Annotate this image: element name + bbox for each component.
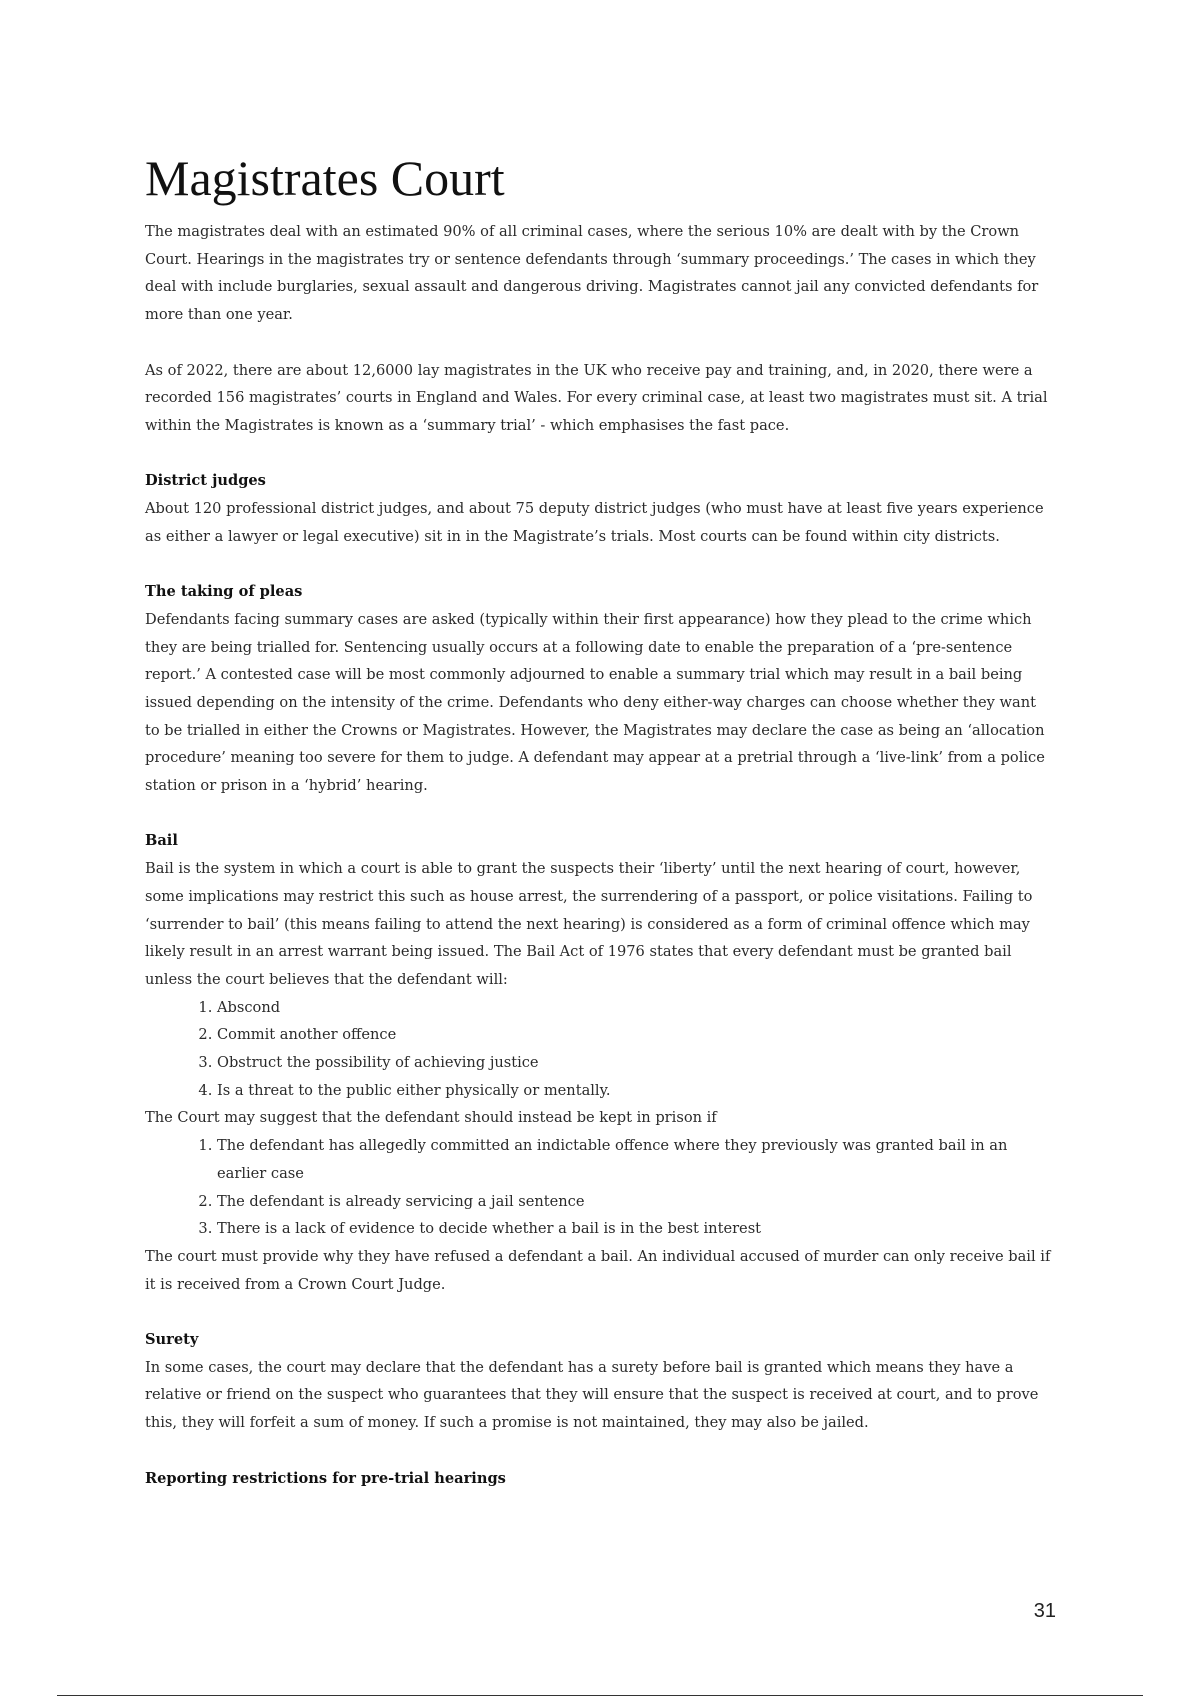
- footer-divider: [57, 1695, 1143, 1696]
- prison-conditions-list: [145, 1132, 1055, 1243]
- section-surety: [145, 1326, 1055, 1437]
- intro-paragraph-1: The magistrates deal with an estimated 90% of all criminal cases, where the serious 10% are dealt with by the Crown Court. Hearings in the magistrates try or sentence defendants through ‘summary proceedings.’ The cases in which they deal with include burglaries, sexual assault and dangerous driving. Magistrates cannot jail any convicted defendants for more than one year.: [145, 223, 1039, 324]
- page-title: Magistrates Court: [145, 150, 505, 206]
- list-item: 2. Commit another offence: [217, 1021, 1055, 1049]
- section-taking-of-pleas: [145, 578, 1055, 800]
- list-item: 1. Abscond: [217, 994, 1055, 1022]
- bail-conditions-list: [145, 994, 1055, 1105]
- intro-paragraph-2: As of 2022, there are about 12,6000 lay magistrates in the UK who receive pay and training, and, in 2020, there were a recorded 156 magistrates’ courts in England and Wales. For every criminal case, at least two magistrates must sit. A trial within the Magistrates is known as a ‘summary trial’ - which emphasises the fast pace.: [145, 361, 1048, 434]
- surety-paragraph: In some cases, the court may declare that the defendant has a surety before bail is granted which means they have a relative or friend on the suspect who guarantees that they will ensure that the suspect is received at court, and to prove this, they will forfeit a sum of money. If such a promise is not maintained, they may also be jailed.: [145, 1358, 1039, 1432]
- list-item: 3. There is a lack of evidence to decide whether a bail is in the best interest: [217, 1215, 1055, 1243]
- section-heading-bail: Bail: [145, 832, 178, 850]
- list-item: 3. Obstruct the possibility of achieving justice: [217, 1049, 1055, 1077]
- list-item: 4. Is a threat to the public either physically or mentally.: [217, 1077, 1055, 1105]
- taking-of-pleas-paragraph: Defendants facing summary cases are asked (typically within their first appearance) how they plead to the crime which they are being trialled for. Sentencing usually occurs at a following date to enable the preparation of a ‘pre-sentence report.’ A contested case will be most commonly adjourned to enable a summary trial which may result in a bail being issued depending on the intensity of the crime. Defendants who deny either-way charges can choose whether they want to be trialled in either the Crowns or Magistrates. However, the Magistrates may declare the case as being an ‘allocation procedure’ meaning too severe for them to judge. A defendant may appear at a pretrial through a ‘live-link’ from a police station or prison in a ‘hybrid’ hearing.: [145, 610, 1045, 795]
- section-bail: [145, 827, 1055, 1298]
- bail-closing-paragraph: The court must provide why they have refused a defendant a bail. An individual accused of murder can only receive bail if it is received from a Crown Court Judge.: [145, 1247, 1051, 1293]
- document-page: [145, 150, 1055, 1492]
- section-heading-reporting-restrictions: Reporting restrictions for pre-trial hearings: [145, 1469, 506, 1487]
- bail-middle-paragraph: The Court may suggest that the defendant should instead be kept in prison if: [145, 1109, 717, 1127]
- section-district-judges: [145, 467, 1055, 550]
- list-item: 1. The defendant has allegedly committed an indictable offence where they previously was granted bail in an earlier case: [217, 1132, 1055, 1187]
- bail-paragraph: Bail is the system in which a court is able to grant the suspects their ‘liberty’ until the next hearing of court, however, some implications may restrict this such as house arrest, the surrendering of a passport, or police visitations. Failing to ‘surrender to bail’ (this means failing to attend the next hearing) is considered as a form of criminal offence which may likely result in an arrest warrant being issued. The Bail Act of 1976 states that every defendant must be granted bail unless the court believes that the defendant will:: [145, 860, 1033, 988]
- section-heading-district-judges: District judges: [145, 472, 266, 490]
- section-heading-taking-of-pleas: The taking of pleas: [145, 583, 303, 601]
- list-item: 2. The defendant is already servicing a jail sentence: [217, 1188, 1055, 1216]
- section-reporting-restrictions: [145, 1465, 1055, 1493]
- page-number: 31: [1033, 1600, 1056, 1622]
- district-judges-paragraph: About 120 professional district judges, and about 75 deputy district judges (who must have at least five years experience as either a lawyer or legal executive) sit in in the Magistrate’s trials. Most courts can be found within city districts.: [145, 500, 1044, 545]
- section-heading-surety: Surety: [145, 1331, 199, 1349]
